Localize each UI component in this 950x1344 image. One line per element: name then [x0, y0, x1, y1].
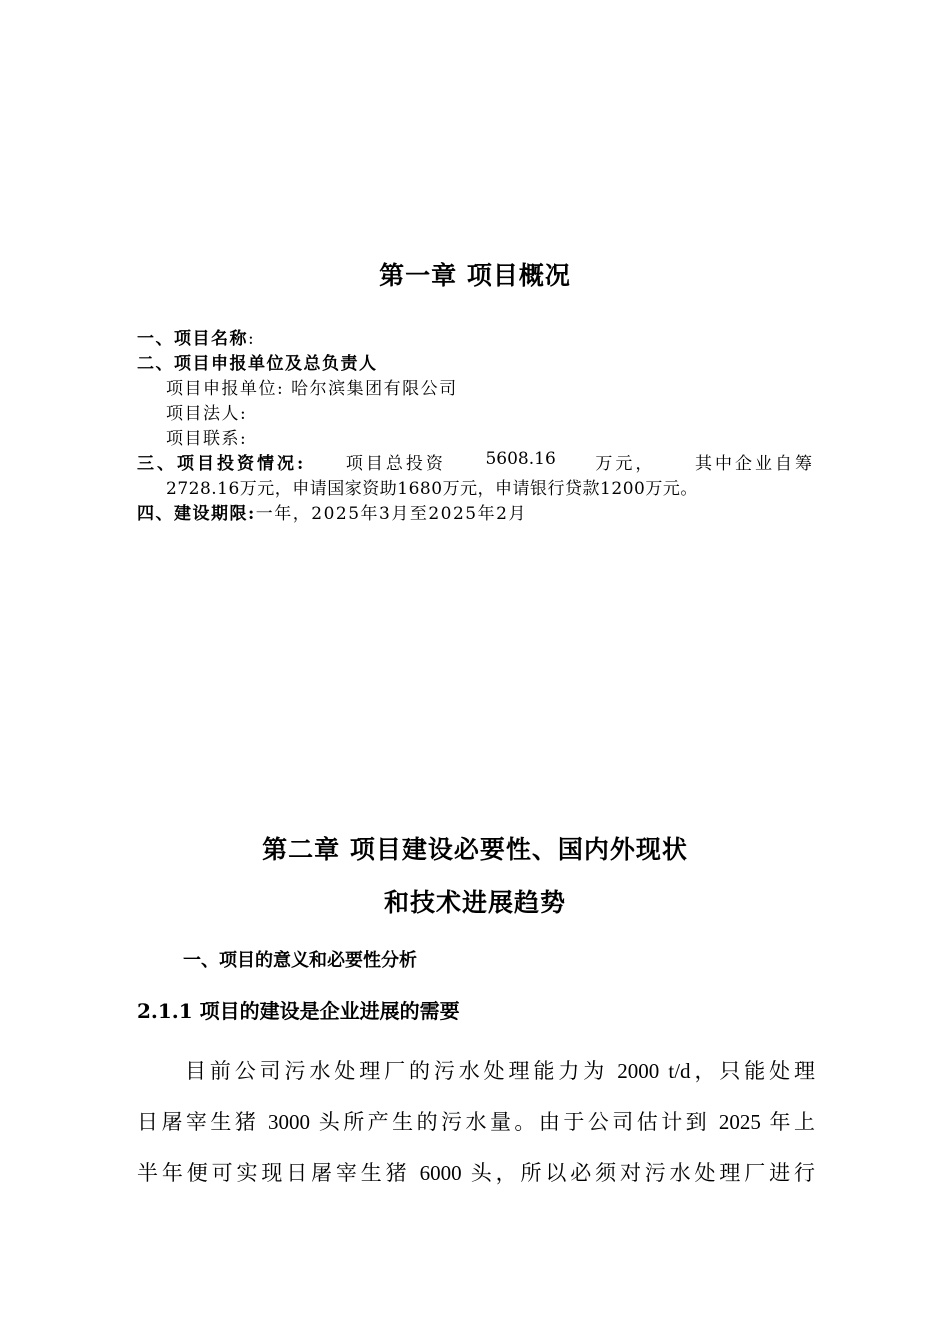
chapter-2-title-line-1: 第二章 项目建设必要性、国内外现状: [262, 835, 688, 864]
applicant-line: 项目申报单位: 哈尔滨集团有限公司: [166, 379, 458, 399]
construction-period-label: 四、建设期限:: [137, 504, 256, 524]
chapter-2-title-line-2: 和技术进展趋势: [383, 888, 566, 917]
section-heading: 一、项目的意义和必要性分析: [183, 950, 417, 971]
item-project-name-value: :: [248, 329, 256, 349]
contact-line: 项目联系:: [166, 429, 248, 449]
paragraph-line: 半年便可实现日屠宰生猪 6000 头，所以必须对污水处理厂进行: [137, 1161, 815, 1185]
investment-label: 三、项目投资情况:: [137, 454, 307, 474]
subsection-heading: 2.1.1 项目的建设是企业进展的需要: [137, 999, 460, 1023]
investment-line-2: 2728.16万元，申请国家资助1680万元，申请银行贷款1200万元。: [166, 479, 698, 499]
chapter-1-title: 第一章 项目概况: [379, 261, 571, 290]
investment-unit: 万元，: [595, 454, 656, 474]
investment-total-value: 5608.16: [485, 449, 556, 469]
investment-self-label: 其中企业自筹: [694, 454, 815, 474]
item-project-name: [137, 324, 255, 349]
item-project-name-label: 一、项目名称: [137, 329, 248, 349]
legal-person-line: 项目法人:: [166, 404, 248, 424]
paragraph-line: 日屠宰生猪 3000 头所产生的污水量。由于公司估计到 2025 年上: [137, 1110, 815, 1134]
investment-total-label: 项目总投资: [345, 454, 446, 474]
paragraph-line: 目前公司污水处理厂的污水处理能力为 2000 t/d，只能处理: [185, 1059, 815, 1083]
construction-period-value: 一年，2025年3月至2025年2月: [255, 504, 527, 524]
item-applicant-heading: 二、项目申报单位及总负责人: [137, 354, 378, 374]
item-construction-period: [137, 499, 527, 524]
investment-line-1: [137, 449, 815, 474]
